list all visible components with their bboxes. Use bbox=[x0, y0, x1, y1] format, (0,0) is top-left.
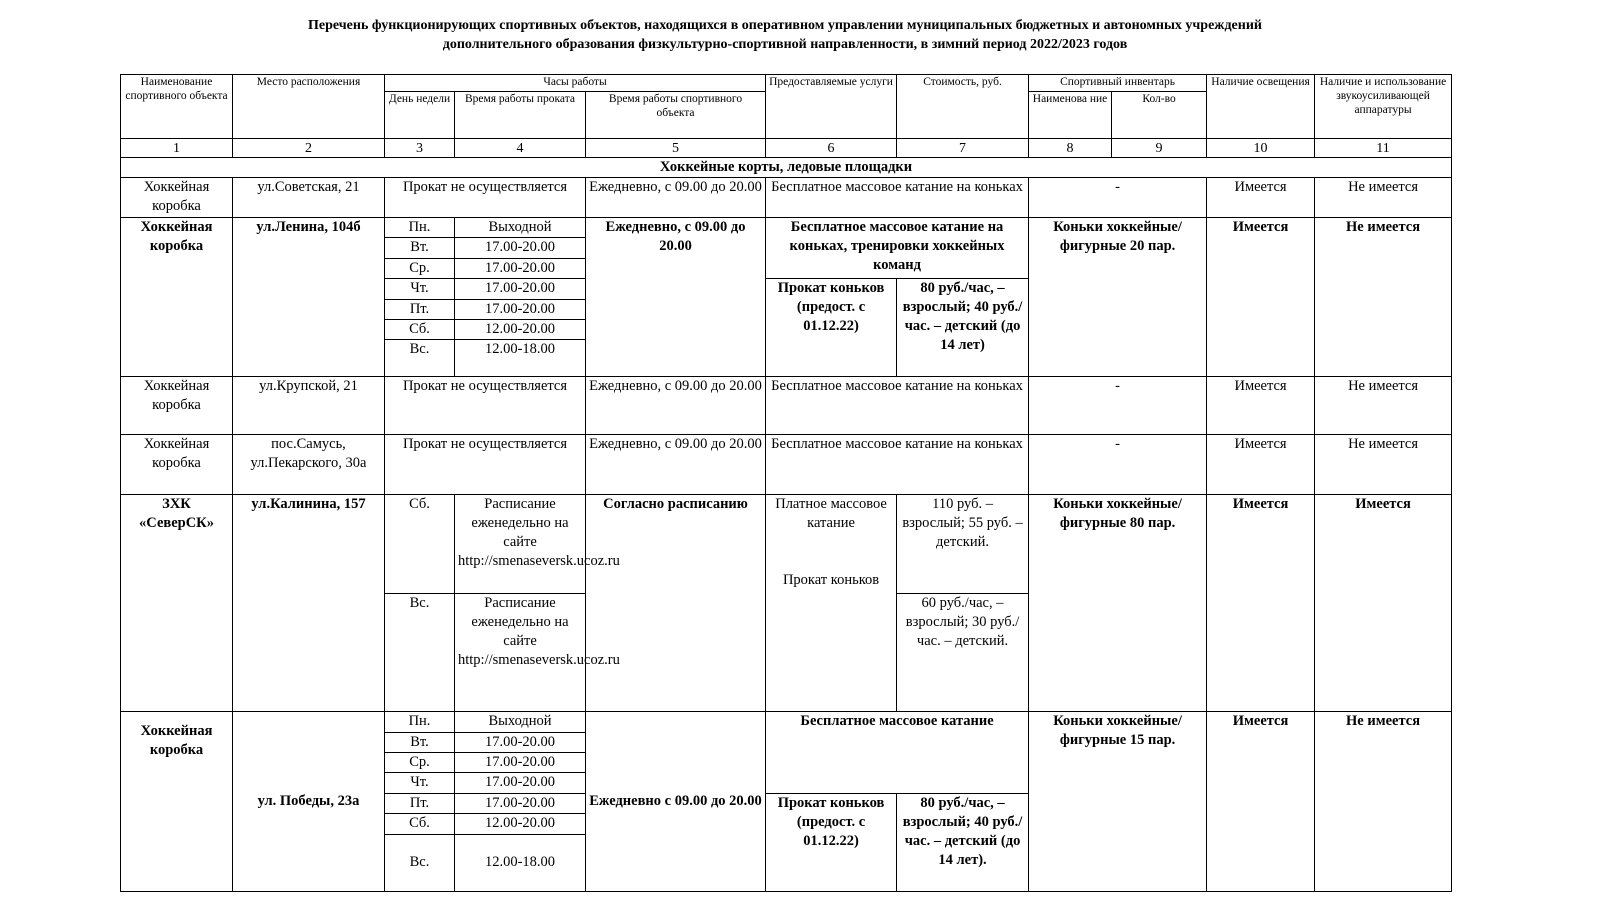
facility-name: ЗХК «СеверСК» bbox=[121, 494, 233, 712]
object-hours: Ежедневно, с 09.00 до 20.00 bbox=[586, 178, 766, 218]
lighting: Имеется bbox=[1207, 494, 1315, 712]
day-cell: Вс. bbox=[385, 593, 455, 711]
table-row bbox=[121, 217, 1452, 237]
column-number: 3 bbox=[385, 139, 455, 157]
paid-skating-cost: 110 руб. – взрослый; 55 руб. – детский. bbox=[897, 494, 1029, 593]
facilities-table bbox=[120, 74, 1452, 892]
time-cell: 17.00-20.00 bbox=[455, 753, 586, 773]
sound-equipment: Не имеется bbox=[1315, 178, 1452, 218]
facility-name: Хоккейная коробка bbox=[121, 377, 233, 435]
header-inventory-name: Наименова ние bbox=[1029, 92, 1112, 139]
facility-location: ул.Калинина, 157 bbox=[233, 494, 385, 712]
paid-skating-service: Платное массовое катание bbox=[775, 495, 887, 531]
day-cell: Сб. bbox=[385, 320, 455, 340]
header-lighting: Наличие освещения bbox=[1207, 75, 1315, 139]
column-number: 11 bbox=[1315, 139, 1452, 157]
header-hours: Часы работы bbox=[385, 75, 766, 92]
skate-rental-service: Прокат коньков bbox=[782, 571, 880, 588]
rental-cost: 80 руб./час, – взрослый; 40 руб./час. – детский (до 14 лет). bbox=[897, 793, 1029, 891]
day-cell: Чт. bbox=[385, 279, 455, 299]
day-cell: Ср. bbox=[385, 258, 455, 278]
rental-service: Прокат коньков (предост. с 01.12.22) bbox=[766, 279, 897, 377]
time-cell: 17.00-20.00 bbox=[455, 258, 586, 278]
lighting: Имеется bbox=[1207, 712, 1315, 892]
time-cell: 17.00-20.00 bbox=[455, 773, 586, 793]
day-cell: Сб. bbox=[385, 494, 455, 593]
table-row bbox=[121, 435, 1452, 494]
inventory: - bbox=[1029, 435, 1207, 494]
time-cell: 12.00-20.00 bbox=[455, 814, 586, 834]
inventory: - bbox=[1029, 178, 1207, 218]
facility-location: ул.Советская, 21 bbox=[233, 178, 385, 218]
day-cell: Чт. bbox=[385, 773, 455, 793]
column-number: 10 bbox=[1207, 139, 1315, 157]
header-object-time: Время работы спортивного объекта bbox=[586, 92, 766, 139]
column-number: 6 bbox=[766, 139, 897, 157]
services: Бесплатное массовое катание на коньках bbox=[766, 435, 1029, 494]
sound-equipment: Не имеется bbox=[1315, 377, 1452, 435]
column-number: 9 bbox=[1112, 139, 1207, 157]
day-cell: Вт. bbox=[385, 238, 455, 258]
time-cell: Выходной bbox=[455, 712, 586, 732]
facility-name: Хоккейная коробка bbox=[121, 435, 233, 494]
day-cell: Сб. bbox=[385, 814, 455, 834]
facility-name: Хоккейная коробка bbox=[121, 178, 233, 218]
time-cell: 17.00-20.00 bbox=[455, 793, 586, 813]
schedule-cell: Расписание еженедельно на сайте http://smenaseversk.ucoz.ru bbox=[455, 494, 586, 593]
services: Бесплатное массовое катание на коньках bbox=[766, 178, 1029, 218]
facility-location: ул. Победы, 23а bbox=[233, 712, 385, 892]
skate-rental-cost: 60 руб./час, – взрослый; 30 руб./час. – детский. bbox=[897, 593, 1029, 711]
services: Бесплатное массовое катание bbox=[766, 712, 1029, 794]
inventory: Коньки хоккейные/фигурные 80 пар. bbox=[1029, 494, 1207, 712]
day-cell: Пн. bbox=[385, 217, 455, 237]
schedule-cell: Расписание еженедельно на сайте http://smenaseversk.ucoz.ru bbox=[455, 593, 586, 711]
day-cell: Пт. bbox=[385, 299, 455, 319]
inventory: Коньки хоккейные/фигурные 20 пар. bbox=[1029, 217, 1207, 376]
title-line-2: дополнительного образования физкультурно-спортивной направленности, в зимний период 2022/2023 годов bbox=[442, 37, 1128, 52]
lighting: Имеется bbox=[1207, 435, 1315, 494]
header-sound: Наличие и использование звукоусиливающей аппаратуры bbox=[1315, 75, 1452, 139]
sound-equipment: Не имеется bbox=[1315, 712, 1452, 892]
column-number: 7 bbox=[897, 139, 1029, 157]
header-services: Предоставляемые услуги bbox=[766, 75, 897, 139]
title-line-1: Перечень функционирующих спортивных объектов, находящихся в оперативном управлении муниципальных бюджетных и автономных учреждений bbox=[308, 18, 1262, 33]
table-row bbox=[121, 178, 1452, 218]
object-hours: Ежедневно, с 09.00 до 20.00 bbox=[586, 435, 766, 494]
day-cell: Вс. bbox=[385, 834, 455, 891]
day-cell: Пн. bbox=[385, 712, 455, 732]
time-cell: 17.00-20.00 bbox=[455, 279, 586, 299]
table-row bbox=[121, 712, 1452, 732]
header-rental-time: Время работы проката bbox=[455, 92, 586, 139]
header-location: Место расположения bbox=[233, 75, 385, 139]
facility-location: ул.Крупской, 21 bbox=[233, 377, 385, 435]
column-number: 1 bbox=[121, 139, 233, 157]
facility-name: Хоккейная коробка bbox=[121, 217, 233, 376]
column-number: 8 bbox=[1029, 139, 1112, 157]
object-hours: Ежедневно, с 09.00 до 20.00 bbox=[586, 217, 766, 376]
facility-name-text: Хоккейная коробка bbox=[140, 723, 213, 759]
rental-cost: 80 руб./час, – взрослый; 40 руб./час. – детский (до 14 лет) bbox=[897, 279, 1029, 377]
facility-name bbox=[121, 712, 233, 892]
inventory: - bbox=[1029, 377, 1207, 435]
section-title: Хоккейные корты, ледовые площадки bbox=[121, 157, 1452, 177]
rental-status: Прокат не осуществляется bbox=[385, 178, 586, 218]
header-name: Наименование спортивного объекта bbox=[121, 75, 233, 139]
time-cell: 17.00-20.00 bbox=[455, 732, 586, 752]
rental-status: Прокат не осуществляется bbox=[385, 435, 586, 494]
header-cost: Стоимость, руб. bbox=[897, 75, 1029, 139]
object-hours: Ежедневно с 09.00 до 20.00 bbox=[586, 712, 766, 892]
day-cell: Пт. bbox=[385, 793, 455, 813]
object-hours: Ежедневно, с 09.00 до 20.00 bbox=[586, 377, 766, 435]
column-number: 2 bbox=[233, 139, 385, 157]
time-cell: 12.00-18.00 bbox=[455, 834, 586, 891]
time-cell: 17.00-20.00 bbox=[455, 299, 586, 319]
header-inventory: Спортивный инвентарь bbox=[1029, 75, 1207, 92]
time-cell: 12.00-20.00 bbox=[455, 320, 586, 340]
object-hours: Согласно расписанию bbox=[586, 494, 766, 712]
table-row bbox=[121, 377, 1452, 435]
document-title bbox=[120, 16, 1450, 54]
paid-services bbox=[766, 494, 897, 712]
facility-location: ул.Ленина, 104б bbox=[233, 217, 385, 376]
day-cell: Ср. bbox=[385, 753, 455, 773]
header-day: День недели bbox=[385, 92, 455, 139]
services: Бесплатное массовое катание на коньках bbox=[766, 377, 1029, 435]
sound-equipment: Имеется bbox=[1315, 494, 1452, 712]
header-inventory-qty: Кол-во bbox=[1112, 92, 1207, 139]
facility-location: пос.Самусь, ул.Пекарского, 30а bbox=[233, 435, 385, 494]
services: Бесплатное массовое катание на коньках, тренировки хоккейных команд bbox=[766, 217, 1029, 278]
inventory: Коньки хоккейные/фигурные 15 пар. bbox=[1029, 712, 1207, 892]
time-cell: 17.00-20.00 bbox=[455, 238, 586, 258]
table-row bbox=[121, 494, 1452, 593]
lighting: Имеется bbox=[1207, 217, 1315, 376]
column-number: 5 bbox=[586, 139, 766, 157]
rental-status: Прокат не осуществляется bbox=[385, 377, 586, 435]
day-cell: Вт. bbox=[385, 732, 455, 752]
lighting: Имеется bbox=[1207, 377, 1315, 435]
lighting: Имеется bbox=[1207, 178, 1315, 218]
column-number: 4 bbox=[455, 139, 586, 157]
sound-equipment: Не имеется bbox=[1315, 435, 1452, 494]
time-cell: 12.00-18.00 bbox=[455, 340, 586, 377]
rental-service: Прокат коньков (предост. с 01.12.22) bbox=[766, 793, 897, 891]
sound-equipment: Не имеется bbox=[1315, 217, 1452, 376]
day-cell: Вс. bbox=[385, 340, 455, 377]
time-cell: Выходной bbox=[455, 217, 586, 237]
